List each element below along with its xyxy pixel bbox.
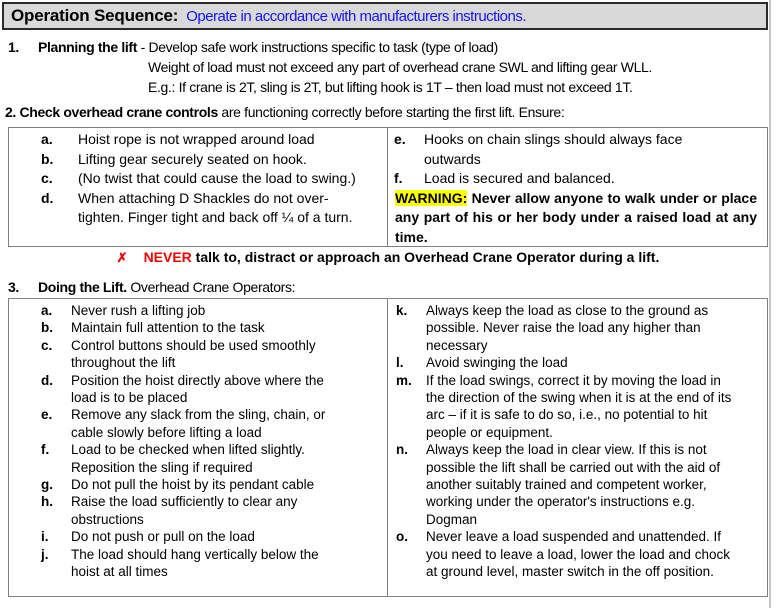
item-a-label: a. xyxy=(41,131,53,147)
never-notice xyxy=(0,249,776,266)
section1-heading-rest: - Develop safe work instructions specific to task (type of load) xyxy=(137,39,498,55)
item-a3 xyxy=(41,302,387,319)
crane-checks-table xyxy=(8,127,768,247)
item-g3-label: g. xyxy=(41,477,53,493)
item-d3-label: d. xyxy=(41,372,53,388)
item-a3-label: a. xyxy=(41,303,53,318)
item-m3 xyxy=(396,372,767,442)
item-l3-text: Avoid swinging the load xyxy=(426,355,568,371)
section3-number: 3. xyxy=(8,279,19,295)
item-b-text: Lifting gear securely seated on hook. xyxy=(78,150,307,167)
section1-heading xyxy=(38,37,498,57)
item-i3 xyxy=(41,528,387,545)
item-c-label: c. xyxy=(41,170,53,186)
item-n3-label: n. xyxy=(396,442,408,458)
item-d xyxy=(41,189,387,228)
item-d-text: When attaching D Shackles do not over-tighten. Finger tight and back off ¼ of a turn. xyxy=(78,189,353,225)
header-subtitle: Operate in accordance with manufacturers instructions. xyxy=(186,7,527,25)
item-d3-text: Position the hoist directly above where the load is to be placed xyxy=(71,372,324,406)
warning-text: Never allow anyone to walk under or place any part of his or her body under a raised load at any time. xyxy=(395,189,757,245)
item-h3-text: Raise the load sufficiently to clear any obstructions xyxy=(71,494,298,527)
page-title: Operation Sequence: xyxy=(11,6,179,25)
item-h3 xyxy=(41,493,387,528)
item-f-text: Load is secured and balanced. xyxy=(424,170,615,186)
item-a3-text: Never rush a lifting job xyxy=(71,303,206,318)
item-c xyxy=(41,169,387,189)
item-c3-text: Control buttons should be used smoothly throughout the lift xyxy=(71,337,316,371)
item-e-label: e. xyxy=(394,131,406,147)
item-f3-label: f. xyxy=(41,442,50,458)
header-bar xyxy=(2,2,768,30)
item-o3-text: Never leave a load suspended and unattended. If you need to leave a load, lower the load and chock at ground level, master switch in the off position. xyxy=(426,529,730,580)
section3-heading-row xyxy=(8,279,770,295)
section2-heading xyxy=(5,104,770,120)
item-b-label: b. xyxy=(41,150,54,167)
section3-heading-rest: Overhead Crane Operators: xyxy=(126,279,296,295)
item-o3-label: o. xyxy=(396,529,408,545)
item-e-text: Hooks on chain slings should always face outwards xyxy=(424,131,683,167)
section1-heading-row xyxy=(8,37,770,57)
item-e3-text: Remove any slack from the sling, chain, or cable slowly before lifting a load xyxy=(71,407,326,440)
section3-heading xyxy=(38,279,295,295)
item-d-label: d. xyxy=(41,189,54,206)
crane-checks-left-cell xyxy=(9,128,388,246)
item-m3-label: m. xyxy=(396,372,412,388)
item-e xyxy=(394,130,767,169)
doing-lift-left-cell xyxy=(9,299,388,596)
section1-line2: Weight of load must not exceed any part of overhead crane SWL and lifting gear WLL. xyxy=(148,59,653,75)
item-e3-label: e. xyxy=(41,407,53,423)
item-c-text: (No twist that could cause the load to swing.) xyxy=(78,170,356,186)
item-i3-label: i. xyxy=(41,529,49,545)
item-j3-label: j. xyxy=(41,546,49,562)
item-n3 xyxy=(396,441,767,528)
doing-lift-right-cell xyxy=(388,299,767,596)
item-i3-text: Do not push or pull on the load xyxy=(71,529,255,545)
item-h3-label: h. xyxy=(41,494,53,510)
section1-heading-bold: Planning the lift xyxy=(38,39,138,55)
section1-line3: E.g.: If crane is 2T, sling is 2T, but lifting hook is 1T – then load must not exceed 1T. xyxy=(148,79,633,95)
item-f3-text: Load to be checked when lifted slightly. Reposition the sling if required xyxy=(71,442,305,475)
item-a xyxy=(41,130,387,150)
item-b xyxy=(41,150,387,170)
item-m3-text: If the load swings, correct it by moving the load in the direction of the swing when it is at the end of its arc – if it is safe to do so, i.e., no potential to hit people or equipment. xyxy=(426,372,732,440)
item-b3 xyxy=(41,319,387,336)
warning-paragraph xyxy=(394,189,767,248)
never-emphasis: NEVER xyxy=(143,249,192,265)
section3-heading-bold: Doing the Lift. xyxy=(38,279,127,295)
item-j3-text: The load should hang vertically below the hoist at all times xyxy=(71,546,319,580)
item-g3 xyxy=(41,476,387,493)
item-k3 xyxy=(396,302,767,354)
item-f3 xyxy=(41,441,387,476)
section2-heading-rest: are functioning correctly before starting the first lift. Ensure: xyxy=(217,104,565,120)
item-c3-label: c. xyxy=(41,337,53,353)
item-j3 xyxy=(41,546,387,581)
item-o3 xyxy=(396,528,767,580)
item-f xyxy=(394,169,767,189)
warning-label: WARNING: xyxy=(395,189,468,206)
item-k3-text: Always keep the load as close to the ground as possible. Never raise the load any higher than necessary xyxy=(426,303,709,353)
item-l3-label: l. xyxy=(396,355,404,371)
page-edge-line xyxy=(769,0,771,608)
doing-the-lift-table xyxy=(8,298,768,597)
item-d3 xyxy=(41,372,387,407)
never-text: talk to, distract or approach an Overhead Crane Operator during a lift. xyxy=(191,249,660,265)
section1-number: 1. xyxy=(8,39,19,55)
item-b3-label: b. xyxy=(41,320,53,336)
item-c3 xyxy=(41,337,387,372)
item-g3-text: Do not pull the hoist by its pendant cable xyxy=(71,477,315,493)
section2-heading-bold: 2. Check overhead crane controls xyxy=(5,104,218,120)
crane-checks-right-cell xyxy=(388,128,767,246)
x-mark-icon: ✗ xyxy=(116,250,128,265)
item-e3 xyxy=(41,406,387,441)
item-l3 xyxy=(396,354,767,371)
item-b3-text: Maintain full attention to the task xyxy=(71,320,265,336)
item-n3-text: Always keep the load in clear view. If this is not possible the lift shall be carried out with the aid of another suitably trained and competent worker, working under the operator's instructions e.g. Dogman xyxy=(426,442,721,527)
item-a-text: Hoist rope is not wrapped around load xyxy=(78,131,315,147)
item-k3-label: k. xyxy=(396,303,408,318)
item-f-label: f. xyxy=(394,170,403,186)
section-planning-the-lift xyxy=(8,37,770,97)
